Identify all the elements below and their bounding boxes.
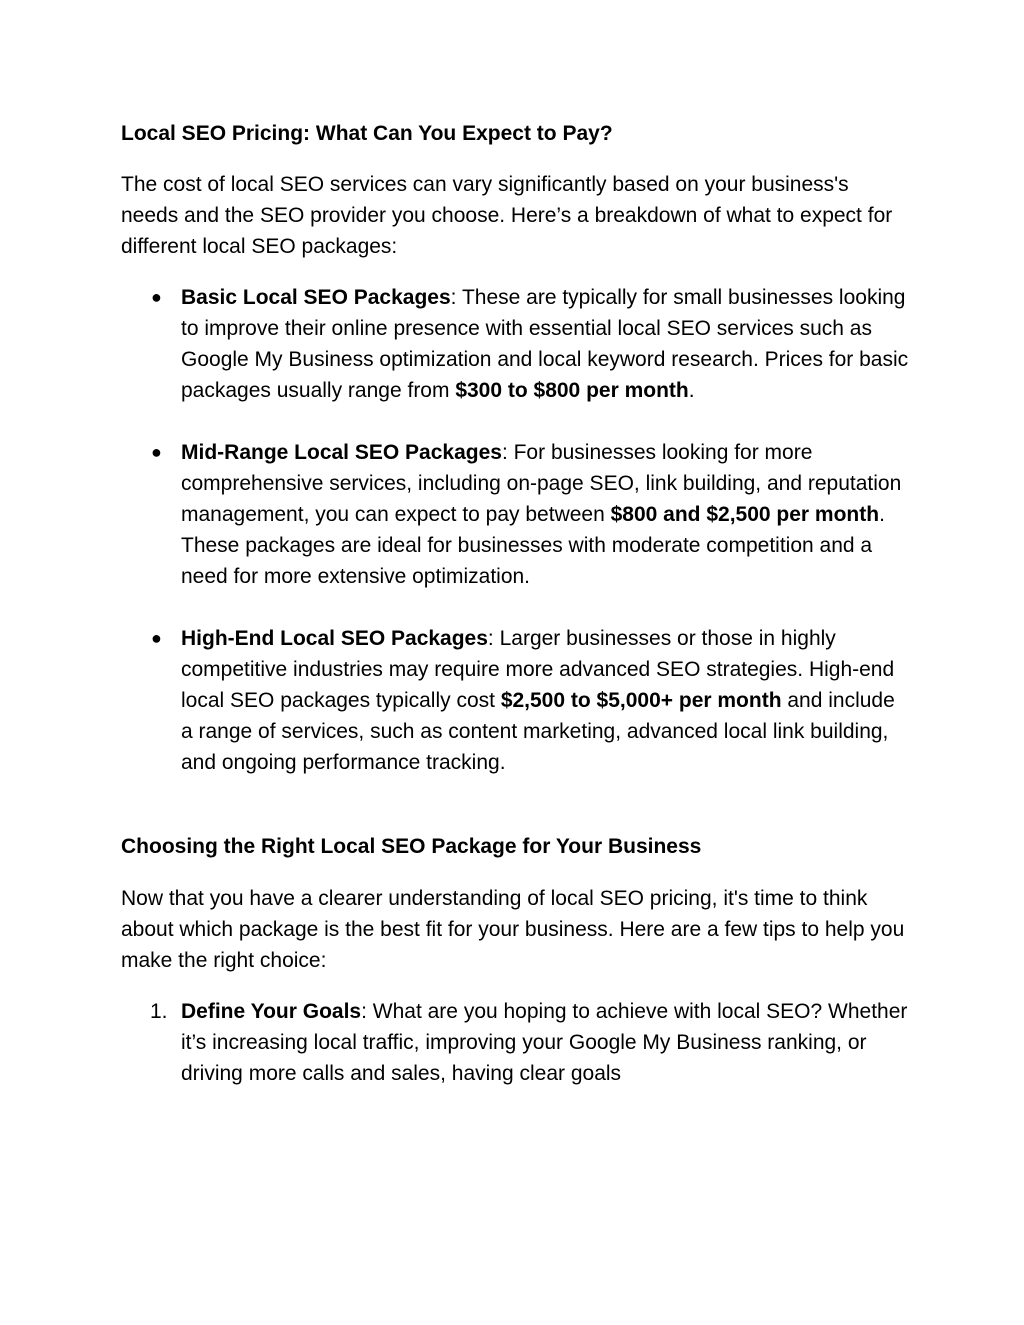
pricing-packages-list xyxy=(121,282,911,778)
list-item-highend-package xyxy=(121,623,911,778)
item-title: Basic Local SEO Packages xyxy=(181,286,451,309)
item-text-end: and include a range of services, such as content marketing, advanced local link building, and ongoing performance tracking. xyxy=(181,689,895,774)
tips-numbered-list xyxy=(121,996,911,1089)
document-page xyxy=(121,118,911,1089)
section-heading-choosing: Choosing the Right Local SEO Package for Your Business xyxy=(121,835,702,858)
section-heading-pricing: Local SEO Pricing: What Can You Expect to Pay? xyxy=(121,122,613,145)
item-title: Mid-Range Local SEO Packages xyxy=(181,441,502,464)
item-price: $300 to $800 per month xyxy=(455,379,689,402)
bullet-icon: ● xyxy=(151,628,162,648)
item-price: $2,500 to $5,000+ per month xyxy=(500,689,782,712)
list-item-midrange-package xyxy=(121,437,911,592)
item-title: High-End Local SEO Packages xyxy=(181,627,488,650)
item-text: : For businesses looking for more comprehensive services, including on-page SEO, link building, and reputation management, you can expect to pay between xyxy=(181,441,902,526)
item-text-end: . These packages are ideal for businesses with moderate competition and a need for more extensive optimization. xyxy=(181,503,885,588)
pricing-intro-paragraph: The cost of local SEO services can vary significantly based on your business's needs and the SEO provider you choose. Here’s a breakdown of what to expect for different local SEO packages: xyxy=(121,173,893,258)
list-item-basic-package xyxy=(121,282,911,406)
item-text-end: . xyxy=(688,379,695,402)
item-title: Define Your Goals xyxy=(181,1000,362,1023)
choosing-intro-paragraph: Now that you have a clearer understanding of local SEO pricing, it's time to think about which package is the best fit for your business. Here are a few tips to help you make the right choice: xyxy=(121,887,905,972)
item-text: : What are you hoping to achieve with local SEO? Whether it’s increasing local traffic, improving your Google My Business ranking, or driving more calls and sales, having clear goals xyxy=(181,1000,908,1085)
item-text: : Larger businesses or those in highly competitive industries may require more advanced SEO strategies. High-end local SEO packages typically cost xyxy=(181,627,895,712)
item-price: $800 and $2,500 per month xyxy=(610,503,880,526)
bullet-icon: ● xyxy=(151,442,162,462)
list-number: 1. xyxy=(150,1000,168,1023)
list-item-define-goals xyxy=(121,996,911,1089)
item-text: : These are typically for small businesses looking to improve their online presence with essential local SEO services such as Google My Business optimization and local keyword research. Prices for basic packages usually range from xyxy=(181,286,909,402)
bullet-icon: ● xyxy=(151,287,162,307)
